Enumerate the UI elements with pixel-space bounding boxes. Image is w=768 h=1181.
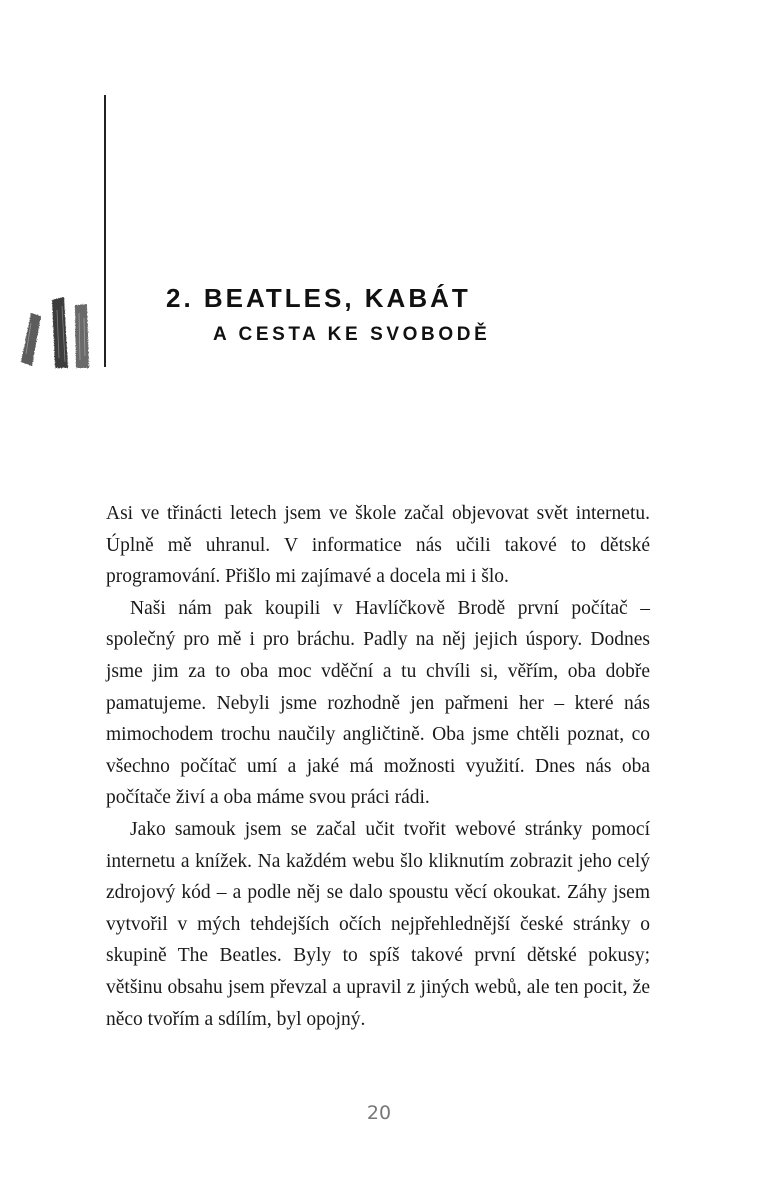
page-number: 20 [366,1102,392,1124]
vertical-rule [104,95,106,367]
book-spines-icon [14,288,104,370]
chapter-body [106,498,650,1035]
paragraph-3: Jako samouk jsem se začal učit tvořit webové stránky pomocí internetu a knížek. Na každém webu šlo kliknutím zobrazit jeho celý zdrojový kód – a podle něj se dalo spoustu věcí okoukat. Záhy jsem vytvořil v mých tehdejších očích nejpřehlednější české stránky o skupině The Beatles. Byly to spíš takové první dětské pokusy; většinu obsahu jsem převzal a upravil z jiných webů, ale ten pocit, že něco tvořím a sdílím, byl opojný. [106,818,650,1030]
chapter-title-line1: 2. BEATLES, KABÁT [166,283,471,313]
paragraph-2: Naši nám pak koupili v Havlíčkově Brodě první počítač – společný pro mě i pro bráchu. Padly na něj jejich úspory. Dodnes jsme jim za to oba moc vděční a tu chvíli si, věřím, oba dobře pamatujeme. Nebyli jsme rozhodně jen pařmeni her – které nás mimochodem trochu naučily angličtině. Oba jsme chtěli poznat, co všechno počítač umí a jaké má možnosti využití. Dnes nás oba počítače živí a oba máme svou práci rádi. [106,597,650,809]
chapter-title [166,283,490,348]
chapter-title-line2: A CESTA KE SVOBODĚ [213,324,491,345]
paragraph-1: Asi ve třinácti letech jsem ve škole začal objevovat svět internetu. Úplně mě uhranul. V informatice nás učili takové to dětské programování. Přišlo mi zajímavé a docela mi i šlo. [106,503,650,588]
